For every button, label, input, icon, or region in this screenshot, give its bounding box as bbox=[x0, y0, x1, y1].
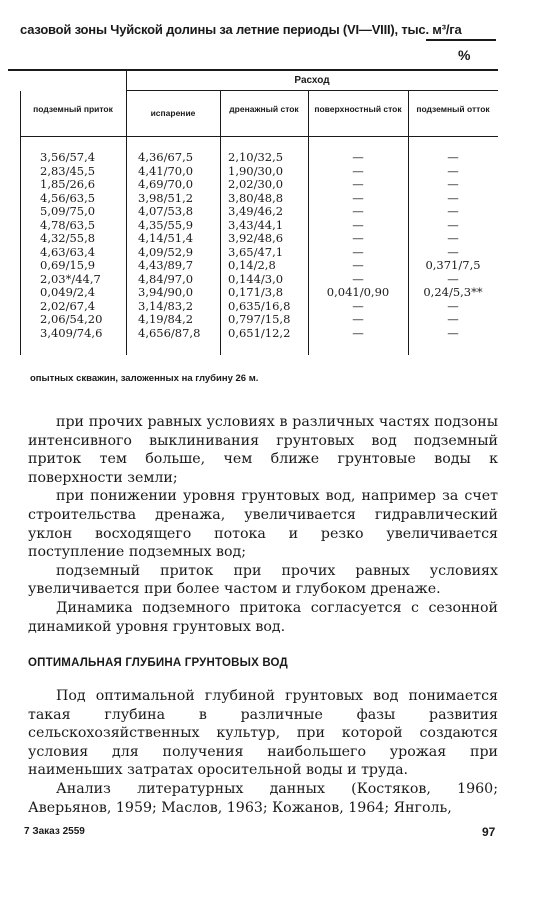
footer-order: 7 Заказ 2559 bbox=[24, 826, 85, 837]
group-header-rule bbox=[126, 90, 498, 91]
column-divider bbox=[20, 91, 21, 355]
table-cell: — bbox=[447, 150, 459, 164]
table-cell: — bbox=[447, 204, 459, 218]
column-drainage-values bbox=[228, 151, 308, 340]
table-cell: 4,656/87,8 bbox=[138, 325, 201, 340]
body-paragraphs bbox=[28, 413, 498, 636]
table-cell: 3,409/74,6 bbox=[40, 325, 103, 340]
table-cell: 3,92/48,6 bbox=[228, 231, 284, 245]
table-cell: — bbox=[352, 271, 364, 286]
column-divider bbox=[220, 91, 221, 355]
section-paragraphs bbox=[28, 687, 498, 817]
table-cell: 2,03*/44,7 bbox=[40, 271, 101, 286]
table-cell: 3,56/57,4 bbox=[40, 150, 96, 164]
table-cell: 4,69/70,0 bbox=[138, 177, 194, 191]
table-cell: 4,14/51,4 bbox=[138, 231, 194, 245]
table-cell: 0,797/15,8 bbox=[228, 312, 291, 326]
column-header-evaporation: испарение bbox=[150, 108, 196, 118]
table-cell: — bbox=[352, 298, 364, 313]
table-cell: — bbox=[447, 177, 459, 191]
table-cell: 3,94/90,0 bbox=[138, 285, 194, 299]
table-cell: 2,02/67,4 bbox=[40, 298, 96, 313]
table-cell: 0,371/7,5 bbox=[425, 258, 481, 272]
group-header-expenses: Расход bbox=[294, 75, 330, 86]
table-cell: 4,43/89,7 bbox=[138, 258, 194, 272]
table-cell: 4,56/63,5 bbox=[40, 190, 96, 205]
table-cell: 2,83/45,5 bbox=[40, 163, 96, 178]
table-cell: — bbox=[352, 231, 364, 245]
table-cell: 0,171/3,8 bbox=[228, 285, 284, 299]
table-cell: 3,49/46,2 bbox=[228, 204, 284, 218]
table-cell: 2,06/54,20 bbox=[40, 312, 103, 326]
table-cell: 0,14/2,8 bbox=[228, 258, 276, 272]
table-cell: 3,65/47,1 bbox=[228, 244, 284, 259]
table-cell: 3,98/51,2 bbox=[138, 190, 194, 205]
paragraph: Динамика подземного притока согласуется с сезонной динамикой уровня грунтовых вод. bbox=[28, 599, 498, 635]
column-header-drainage: дренажный сток bbox=[229, 104, 299, 114]
table-cell: 0,24/5,3** bbox=[423, 285, 483, 299]
table-cell: 4,41/70,0 bbox=[138, 163, 194, 178]
table-cell: 3,43/44,1 bbox=[228, 217, 284, 232]
table-cell: 0,69/15,9 bbox=[40, 258, 96, 272]
column-inflow-values bbox=[40, 151, 124, 340]
table-cell: — bbox=[352, 204, 364, 218]
table-cell: — bbox=[352, 177, 364, 191]
table-cell: — bbox=[352, 244, 364, 259]
table-cell: — bbox=[447, 271, 459, 286]
paragraph: при прочих равных условиях в различных частях подзоны интенсивного выклинивания грунтовых вод подземный приток тем больше, чем ближе грунтовые воды к поверхности земли; bbox=[28, 414, 498, 486]
table-cell: — bbox=[447, 163, 459, 178]
table-cell: — bbox=[447, 244, 459, 259]
table-cell: 2,02/30,0 bbox=[228, 177, 284, 191]
page-number: 97 bbox=[482, 825, 496, 839]
table-cell: — bbox=[447, 231, 459, 245]
table-cell: — bbox=[447, 312, 459, 326]
header-bottom-rule bbox=[20, 136, 498, 137]
unit-denominator: % bbox=[458, 47, 471, 63]
table-footnote: опытных скважин, заложенных на глубину 26 м. bbox=[30, 373, 259, 384]
table-cell: — bbox=[352, 190, 364, 205]
fraction-bar bbox=[426, 39, 496, 41]
table-cell: 5,09/75,0 bbox=[40, 204, 96, 218]
table-top-rule bbox=[8, 69, 498, 71]
table-cell: 4,19/84,2 bbox=[138, 312, 194, 326]
column-header-surface-runoff: поверхностный сток bbox=[314, 104, 402, 114]
column-evaporation-values bbox=[138, 151, 220, 340]
table-cell: 4,78/63,5 bbox=[40, 217, 96, 232]
table-cell: 0,635/16,8 bbox=[228, 298, 291, 313]
table-cell: 4,35/55,9 bbox=[138, 217, 194, 232]
paragraph: подземный приток при прочих равных условиях увеличивается при более частом и глубоком дренаже. bbox=[28, 562, 498, 598]
table-cell: — bbox=[447, 325, 459, 340]
table-cell: — bbox=[352, 258, 364, 272]
column-header-inflow: подземный приток bbox=[33, 104, 113, 114]
paragraph: Под оптимальной глубиной грунтовых вод понимается такая глубина в различные фазы развития сельскохозяйственных культур, при которой создаются условия для получения наибольшего урожая при наименьших затратах оросительной воды и труда. bbox=[28, 688, 498, 779]
column-outflow-values bbox=[408, 151, 498, 340]
table-cell: 3,80/48,8 bbox=[228, 190, 284, 205]
table-cell: — bbox=[447, 190, 459, 205]
table-cell: 0,041/0,90 bbox=[326, 285, 390, 299]
table-cell: — bbox=[352, 325, 364, 340]
table-cell: — bbox=[352, 312, 364, 326]
section-title: ОПТИМАЛЬНАЯ ГЛУБИНА ГРУНТОВЫХ ВОД bbox=[28, 657, 288, 669]
table-cell: 4,09/52,9 bbox=[138, 244, 194, 259]
table-cell: — bbox=[352, 217, 364, 232]
table-cell: 0,651/12,2 bbox=[228, 325, 291, 340]
table-caption: сазовой зоны Чуйской долины за летние периоды (VI—VIII), тыс. м³/га bbox=[20, 22, 462, 37]
table-cell: 4,63/63,4 bbox=[40, 244, 96, 259]
table-cell: 1,90/30,0 bbox=[228, 163, 284, 178]
table-cell: 4,32/55,8 bbox=[40, 231, 96, 245]
table-cell: 0,144/3,0 bbox=[228, 271, 284, 286]
table-cell: — bbox=[352, 163, 364, 178]
table-cell: — bbox=[447, 217, 459, 232]
table-cell: 2,10/32,5 bbox=[228, 150, 284, 164]
table-cell: 0,049/2,4 bbox=[40, 285, 96, 299]
table-cell: — bbox=[447, 298, 459, 313]
paragraph: Анализ литературных данных (Костяков, 1960; Аверьянов, 1959; Маслов, 1963; Кожанов, 1964; Янголь, bbox=[28, 780, 498, 816]
table-cell: — bbox=[352, 150, 364, 164]
column-header-outflow: подземный отток bbox=[416, 104, 490, 114]
table-cell: 1,85/26,6 bbox=[40, 177, 96, 191]
table-cell: 4,84/97,0 bbox=[138, 271, 194, 286]
table-cell: 4,07/53,8 bbox=[138, 204, 194, 218]
table-cell: 3,14/83,2 bbox=[138, 298, 194, 313]
column-surface-values bbox=[308, 151, 408, 340]
paragraph: при понижении уровня грунтовых вод, например за счет строительства дренажа, увеличивается гидравлический уклон восходящего потока и резко увеличивается поступление подземных вод; bbox=[28, 488, 498, 561]
table-cell: 4,36/67,5 bbox=[138, 150, 194, 164]
